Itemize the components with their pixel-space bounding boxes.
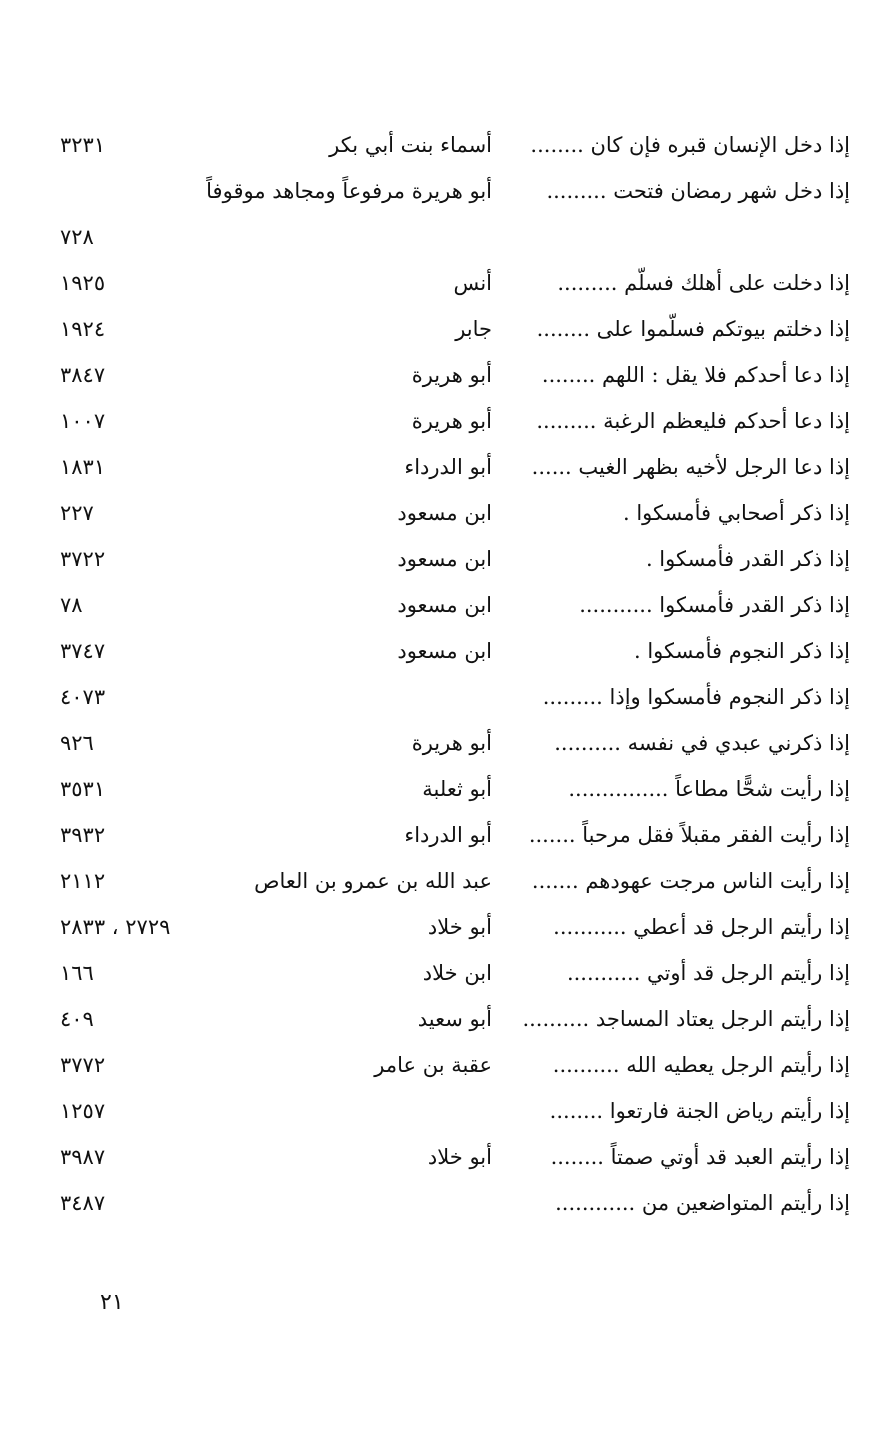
- index-entry: [60, 352, 850, 398]
- narrator-name: أبو الدرداء: [404, 455, 492, 479]
- index-entry: [60, 122, 850, 168]
- hadith-number: ٧٨: [60, 593, 83, 617]
- narrator-name: ابن مسعود: [397, 639, 492, 663]
- index-entry: [60, 1088, 850, 1134]
- hadith-text: إذا رأيتم رياض الجنة فارتعوا ........: [549, 1099, 850, 1123]
- index-entry: [60, 582, 850, 628]
- narrator-name: ابن خلاد: [422, 961, 492, 985]
- hadith-number: ٢٢٧: [60, 501, 94, 525]
- hadith-text: إذا رأيتم الرجل قد أعطي ...........: [553, 915, 850, 939]
- index-entry: [60, 490, 850, 536]
- hadith-number: ٣٥٣١: [60, 777, 106, 801]
- hadith-number: ١٨٣١: [60, 455, 106, 479]
- hadith-number: ١٩٢٤: [60, 317, 106, 341]
- hadith-text: إذا رأيت الفقر مقبلاً فقل مرحباً .......: [528, 823, 850, 847]
- hadith-text: إذا دعا الرجل لأخيه بظهر الغيب ......: [531, 455, 850, 479]
- narrator-name: ابن مسعود: [397, 547, 492, 571]
- index-entry: [60, 444, 850, 490]
- hadith-number: ٧٢٨: [60, 225, 94, 249]
- narrator-name: عبد الله بن عمرو بن العاص: [254, 869, 492, 893]
- hadith-number: ٤٠٧٣: [60, 685, 106, 709]
- hadith-text: إذا دعا أحدكم فليعظم الرغبة .........: [536, 409, 850, 433]
- hadith-text: إذا ذكر القدر فأمسكوا .: [645, 547, 850, 571]
- narrator-name: ابن مسعود: [397, 501, 492, 525]
- hadith-text: إذا دعا أحدكم فلا يقل : اللهم ........: [541, 363, 850, 387]
- hadith-number: ٣٤٨٧: [60, 1191, 106, 1215]
- hadith-text: إذا رأيتم الرجل قد أوتي ...........: [566, 961, 850, 985]
- narrator-name: جابر: [455, 317, 492, 341]
- narrator-name: أبو ثعلبة: [422, 777, 492, 801]
- narrator-name: أبو هريرة: [411, 731, 492, 755]
- index-entry: [60, 306, 850, 352]
- index-entry: [60, 1042, 850, 1088]
- index-entry: [60, 1180, 850, 1226]
- hadith-number: ١٢٥٧: [60, 1099, 106, 1123]
- hadith-text: إذا رأيت الناس مرجت عهودهم .......: [531, 869, 850, 893]
- index-entry: [60, 674, 850, 720]
- narrator-name: أبو هريرة: [411, 363, 492, 387]
- hadith-text: إذا رأيتم العبد قد أوتي صمتاً ........: [550, 1145, 850, 1169]
- index-entry: [60, 766, 850, 812]
- hadith-text: إذا رأيتم المتواضعين من ............: [555, 1191, 850, 1215]
- hadith-text: إذا ذكر أصحابي فأمسكوا .: [622, 501, 850, 525]
- hadith-index-list: [60, 122, 850, 1226]
- hadith-number: ٣٧٤٧: [60, 639, 106, 663]
- narrator-name: أبو سعيد: [417, 1007, 492, 1031]
- hadith-text: إذا ذكر النجوم فأمسكوا وإذا .........: [542, 685, 850, 709]
- hadith-text: إذا ذكر القدر فأمسكوا ...........: [579, 593, 850, 617]
- index-entry: [60, 996, 850, 1042]
- index-entry: [60, 260, 850, 306]
- hadith-number: ٣٧٢٢: [60, 547, 106, 571]
- hadith-number: ٩٢٦: [60, 731, 94, 755]
- hadith-number: ٣٧٧٢: [60, 1053, 106, 1077]
- hadith-number: ٤٠٩: [60, 1007, 94, 1031]
- index-entry: [60, 812, 850, 858]
- narrator-name: أبو الدرداء: [404, 823, 492, 847]
- narrator-name: ابن مسعود: [397, 593, 492, 617]
- narrator-name: أبو خلاد: [427, 915, 492, 939]
- hadith-text: إذا رأيتم الرجل يعطيه الله ..........: [552, 1053, 850, 1077]
- hadith-number: ٣٢٣١: [60, 133, 106, 157]
- hadith-number: ١٦٦: [60, 961, 94, 985]
- hadith-number: ٢١١٢: [60, 869, 106, 893]
- hadith-number: ٣٩٣٢: [60, 823, 106, 847]
- page-number: ٢١: [100, 1290, 124, 1315]
- index-entry: [60, 628, 850, 674]
- narrator-name: أنس: [453, 271, 492, 295]
- hadith-text: إذا ذكرني عبدي في نفسه ..........: [554, 731, 850, 755]
- hadith-number: ١٠٠٧: [60, 409, 106, 433]
- narrator-name: أسماء بنت أبي بكر: [329, 133, 492, 157]
- index-entry: [60, 168, 850, 260]
- index-entry: [60, 720, 850, 766]
- narrator-name: أبو هريرة مرفوعاً ومجاهد موقوفاً: [206, 179, 492, 203]
- hadith-number: ٢٧٢٩ ، ٢٨٣٣: [60, 915, 171, 939]
- narrator-name: عقبة بن عامر: [374, 1053, 492, 1077]
- index-entry: [60, 398, 850, 444]
- hadith-text: إذا دخلتم بيوتكم فسلّموا على ........: [536, 317, 850, 341]
- narrator-name: أبو هريرة: [411, 409, 492, 433]
- hadith-text: إذا ذكر النجوم فأمسكوا .: [633, 639, 850, 663]
- hadith-text: إذا دخل الإنسان قبره فإن كان ........: [530, 133, 850, 157]
- hadith-number: ٣٨٤٧: [60, 363, 106, 387]
- index-entry: [60, 904, 850, 950]
- narrator-name: أبو خلاد: [427, 1145, 492, 1169]
- hadith-text: إذا دخلت على أهلك فسلّم .........: [557, 271, 850, 295]
- hadith-text: إذا رأيتم الرجل يعتاد المساجد ..........: [522, 1007, 850, 1031]
- index-entry: [60, 858, 850, 904]
- index-entry: [60, 536, 850, 582]
- hadith-text: إذا رأيت شحًّا مطاعاً ...............: [568, 777, 850, 801]
- hadith-text: إذا دخل شهر رمضان فتحت .........: [546, 179, 850, 203]
- index-entry: [60, 1134, 850, 1180]
- hadith-number: ٣٩٨٧: [60, 1145, 106, 1169]
- hadith-number: ١٩٢٥: [60, 271, 106, 295]
- index-entry: [60, 950, 850, 996]
